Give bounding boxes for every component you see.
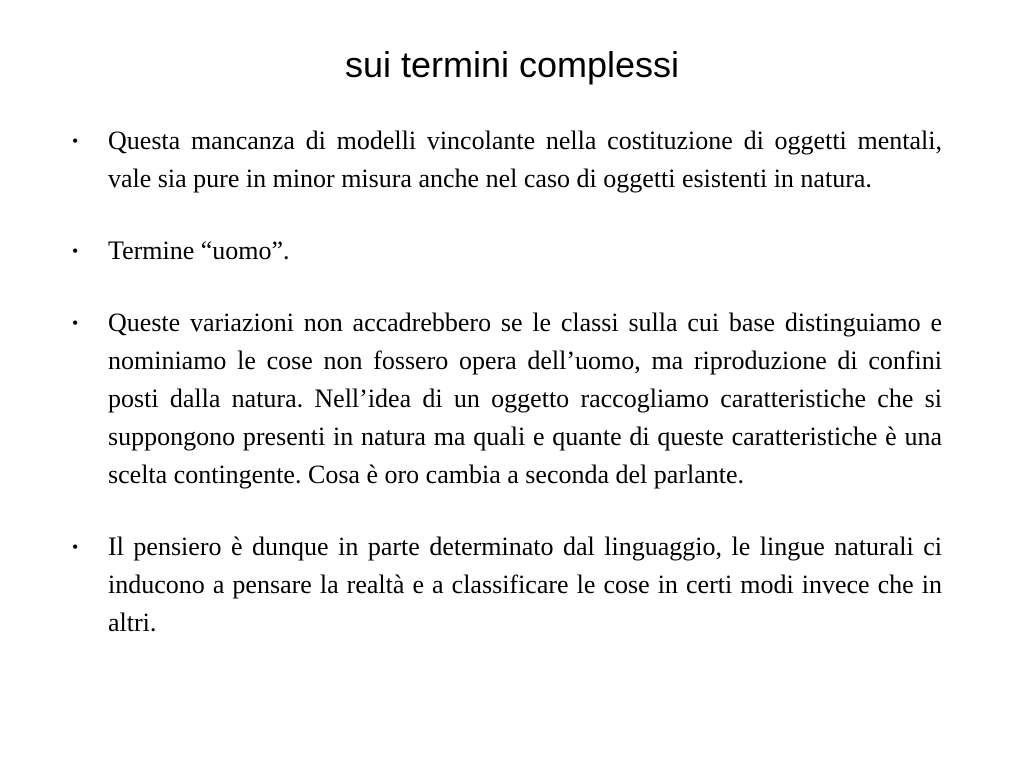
bullet-text: Termine “uomo”. — [108, 236, 290, 265]
bullet-icon: • — [72, 241, 79, 261]
bullet-icon: • — [72, 131, 79, 151]
bullet-item — [72, 304, 942, 494]
bullet-text: Questa mancanza di modelli vincolante nella costituzione di oggetti mentali, vale sia pure in minor misura anche nel caso di oggetti esistenti in natura. — [108, 126, 942, 193]
slide-title: sui termini complessi — [344, 44, 680, 85]
bullet-list — [72, 122, 942, 642]
bullet-text: Queste variazioni non accadrebbero se le classi sulla cui base distinguiamo e nominiamo le cose non fossero opera dell’uomo, ma riproduzione di confini posti dalla natura. Nell’idea di un oggetto raccogliamo caratteristiche che si suppongono presenti in natura ma quali e quante di queste caratteristiche è una scelta contingente. Cosa è oro cambia a seconda del parlante. — [108, 308, 942, 489]
bullet-item — [72, 528, 942, 642]
bullet-icon: • — [72, 537, 79, 557]
bullet-item — [72, 232, 942, 270]
bullet-text: Il pensiero è dunque in parte determinato dal linguaggio, le lingue naturali ci inducono a pensare la realtà e a classificare le cose in certi modi invece che in altri. — [108, 532, 942, 637]
bullet-item — [72, 122, 942, 198]
bullet-icon: • — [72, 313, 79, 333]
